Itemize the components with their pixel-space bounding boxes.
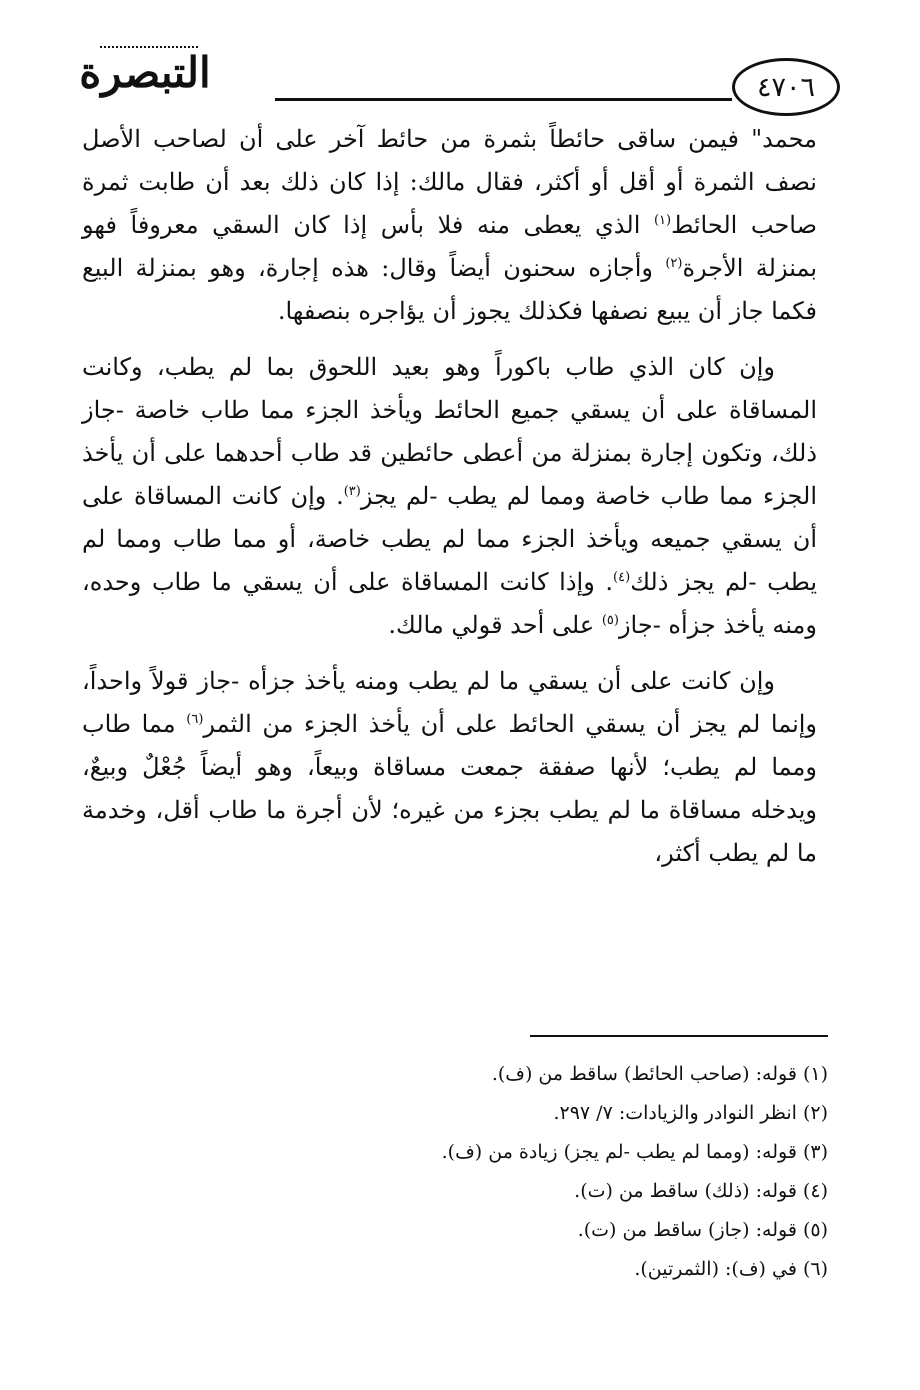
footnote-divider: [530, 1035, 828, 1037]
footnote-marker[interactable]: (١): [653, 213, 672, 228]
footnotes-section: [328, 1055, 828, 1289]
paragraph-2: [82, 346, 817, 647]
footnote-marker[interactable]: (٢): [665, 256, 683, 271]
footnote-2: (٢) انظر النوادر والزيادات: ٧/ ٢٩٧.: [553, 1102, 828, 1124]
footnote-3: (٣) قوله: (ومما لم يطب -لم يجز) زيادة من (ف).: [441, 1141, 828, 1163]
book-title: التبصرة: [70, 42, 220, 104]
paragraph-text: وإن كان الذي طاب باكوراً وهو بعيد اللحوق بما لم يطب، وكانت المساقاة على أن يسقي جميع الحائط ويأخذ الجزء مما طاب خاصة -جاز ذلك، وتكون إجارة بمنزلة من أعطى حائطين قد طاب أحدهما على أن يأخذ الجزء مما طاب خاصة ومما لم يطب -لم يجز: [82, 353, 817, 510]
footnote-4: (٤) قوله: (ذلك) ساقط من (ت).: [574, 1180, 828, 1202]
footnote-marker[interactable]: (٦): [186, 712, 204, 727]
footnote-1: (١) قوله: (صاحب الحائط) ساقط من (ف).: [491, 1063, 828, 1085]
paragraph-text: وإن كانت على أن يسقي ما لم يطب ومنه يأخذ جزأه -جاز قولاً واحداً، وإنما لم يجز أن يسقي الحائط على أن يأخذ الجزء من الثمر: [82, 667, 818, 738]
footnote-marker[interactable]: (٣): [343, 484, 361, 499]
footnote-5: (٥) قوله: (جاز) ساقط من (ت).: [577, 1219, 828, 1241]
paragraph-1: [82, 118, 817, 333]
paragraph-text: على أحد قولي مالك.: [388, 611, 602, 639]
paragraph-text: . وإن كانت المساقاة على أن يسقي جميعه ويأخذ الجزء مما لم يطب خاصة، أو مما طاب ومما لم يطب -لم يجز ذلك: [82, 482, 818, 596]
main-text: [82, 118, 817, 875]
page-header: [70, 32, 840, 112]
paragraph-text: مما طاب ومما لم يطب؛ لأنها صفقة جمعت مساقاة وبيعاً، وهو أيضاً جُعْلٌ وبيعٌ، ويدخله مساقاة ما لم يطب بجزء من غيره؛ لأن أجرة ما طاب أقل، وخدمة ما لم يطب أكثر،: [82, 710, 817, 867]
paragraph-text: الذي يعطى منه فلا بأس إذا كان السقي معروفاً فهو بمنزلة الأجرة: [82, 211, 817, 282]
footnote-marker[interactable]: (٥): [601, 613, 619, 628]
page-number: ٤٧٠٦: [732, 58, 840, 116]
footnote-6: (٦) في (ف): (الثمرتين).: [634, 1258, 828, 1280]
footnote-marker[interactable]: (٤): [613, 570, 631, 585]
paragraph-text: محمد" فيمن ساقى حائطاً بثمرة من حائط آخر على أن لصاحب الأصل نصف الثمرة أو أقل أو أكثر، فقال مالك: إذا كان ذلك بعد أن طابت ثمرة صاحب الحائط: [82, 125, 818, 239]
paragraph-text: . وإذا كانت المساقاة على أن يسقي ما طاب وحده، ومنه يأخذ جزأه -جاز: [82, 568, 817, 639]
header-divider: [275, 98, 732, 101]
paragraph-3: [82, 660, 817, 875]
paragraph-text: وأجازه سحنون أيضاً وقال: هذه إجارة، وهو بمنزلة البيع فكما جاز أن يبيع نصفها فكذلك يجوز أن يؤاجره بنصفها.: [82, 254, 817, 325]
